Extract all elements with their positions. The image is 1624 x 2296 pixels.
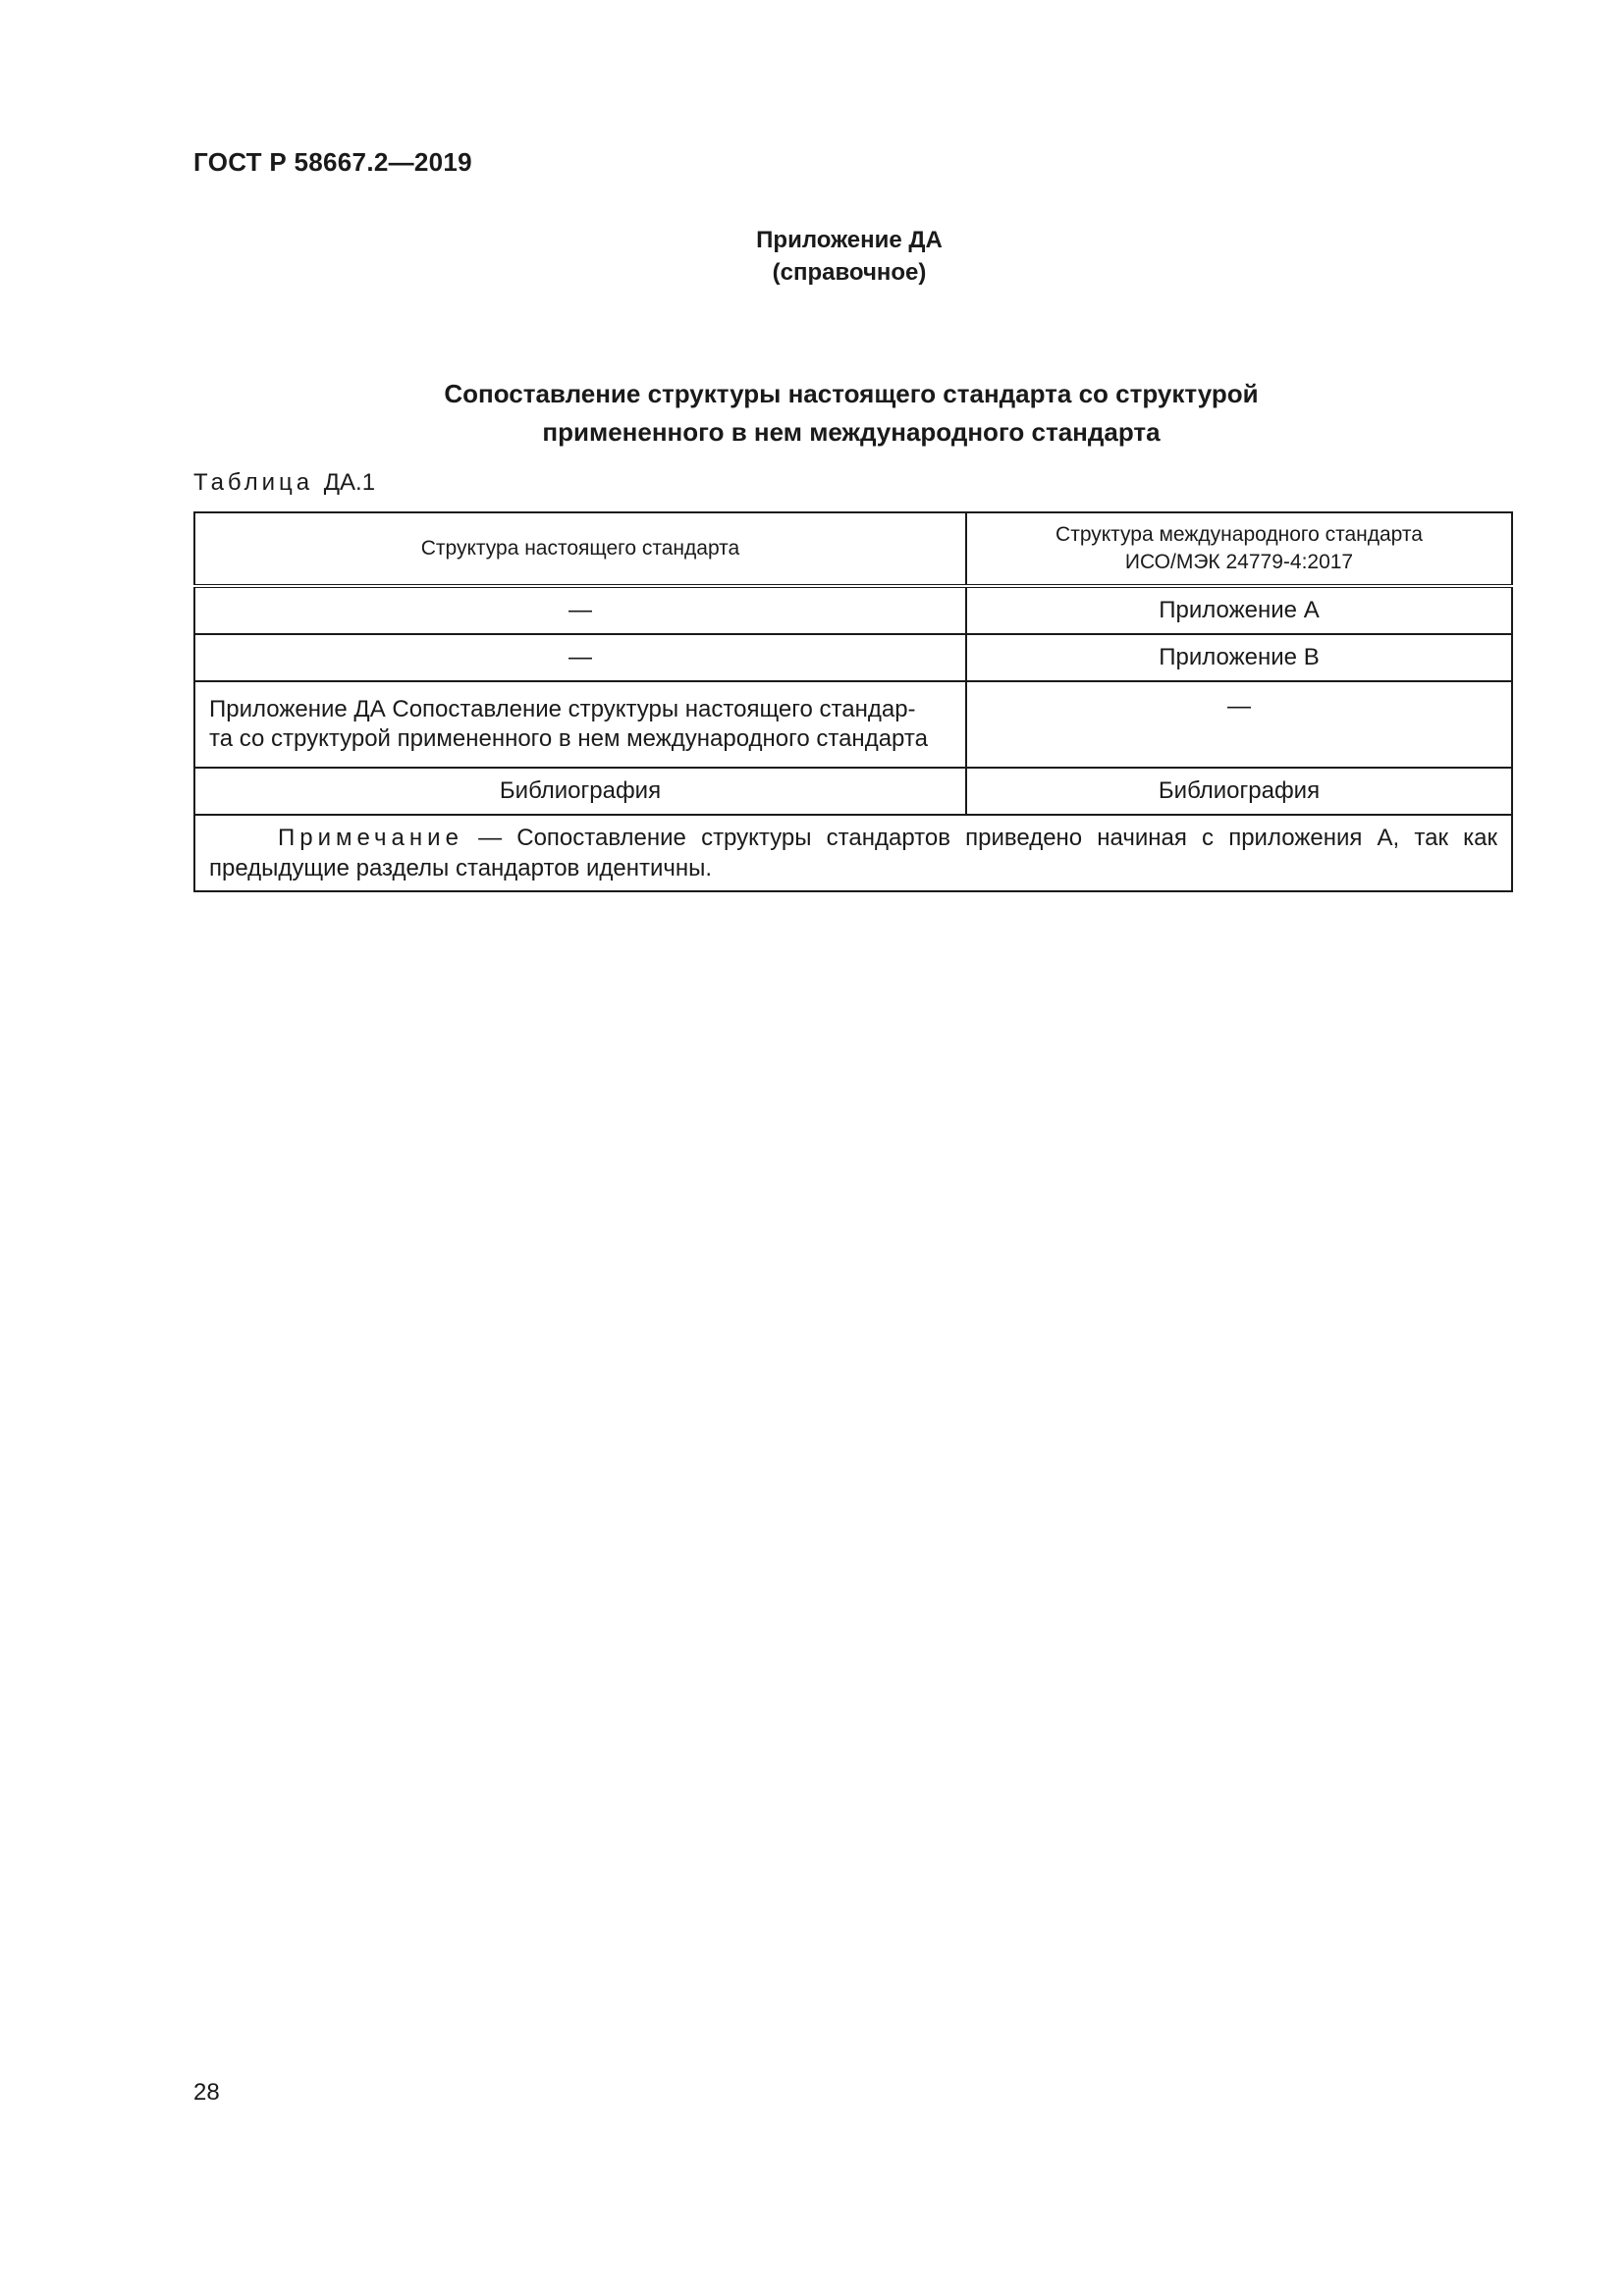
structure-comparison-table	[193, 511, 1513, 892]
header-cell-international-standard	[966, 512, 1512, 586]
section-title-line-2: примененного в нем международного стандарта	[542, 417, 1161, 447]
header-cell-international-line-1: Структура международного стандарта	[1056, 523, 1423, 546]
note-text: — Сопоставление структуры стандартов приведено начиная с приложения А, так как предыдущие разделы стандартов идентичны.	[209, 825, 1497, 881]
table-cell: —	[194, 634, 966, 681]
table-cell: —	[194, 586, 966, 634]
section-title	[193, 375, 1509, 452]
document-code: ГОСТ Р 58667.2—2019	[193, 147, 472, 177]
table-row	[194, 586, 1512, 634]
table-note-row	[194, 815, 1512, 891]
table-cell: Приложение В	[966, 634, 1512, 681]
table-header-row	[194, 512, 1512, 586]
table-row	[194, 768, 1512, 815]
note-label: Примечание	[278, 825, 463, 851]
table-cell-line: Приложение ДА Сопоставление структуры настоящего стандар-	[209, 696, 916, 722]
table-note	[194, 815, 1512, 891]
table-cell: —	[966, 681, 1512, 768]
annex-title: Приложение ДА	[756, 227, 943, 253]
table-cell-line: та со структурой примененного в нем международного стандарта	[209, 725, 928, 752]
section-title-line-1: Сопоставление структуры настоящего стандарта со структурой	[444, 379, 1259, 408]
table-cell	[194, 681, 966, 768]
table-row	[194, 681, 1512, 768]
annex-subtitle: (справочное)	[772, 259, 927, 286]
table-row	[194, 634, 1512, 681]
page-number: 28	[193, 2079, 220, 2106]
header-cell-national-standard: Структура настоящего стандарта	[194, 512, 966, 586]
table-caption-number: ДА.1	[323, 469, 376, 496]
table-cell: Библиография	[966, 768, 1512, 815]
table-caption-word: Таблица	[193, 469, 314, 496]
table-caption	[193, 469, 375, 497]
table-cell: Библиография	[194, 768, 966, 815]
header-cell-international-line-2: ИСО/МЭК 24779-4:2017	[1124, 551, 1354, 573]
annex-heading	[0, 224, 1624, 289]
table-cell: Приложение А	[966, 586, 1512, 634]
